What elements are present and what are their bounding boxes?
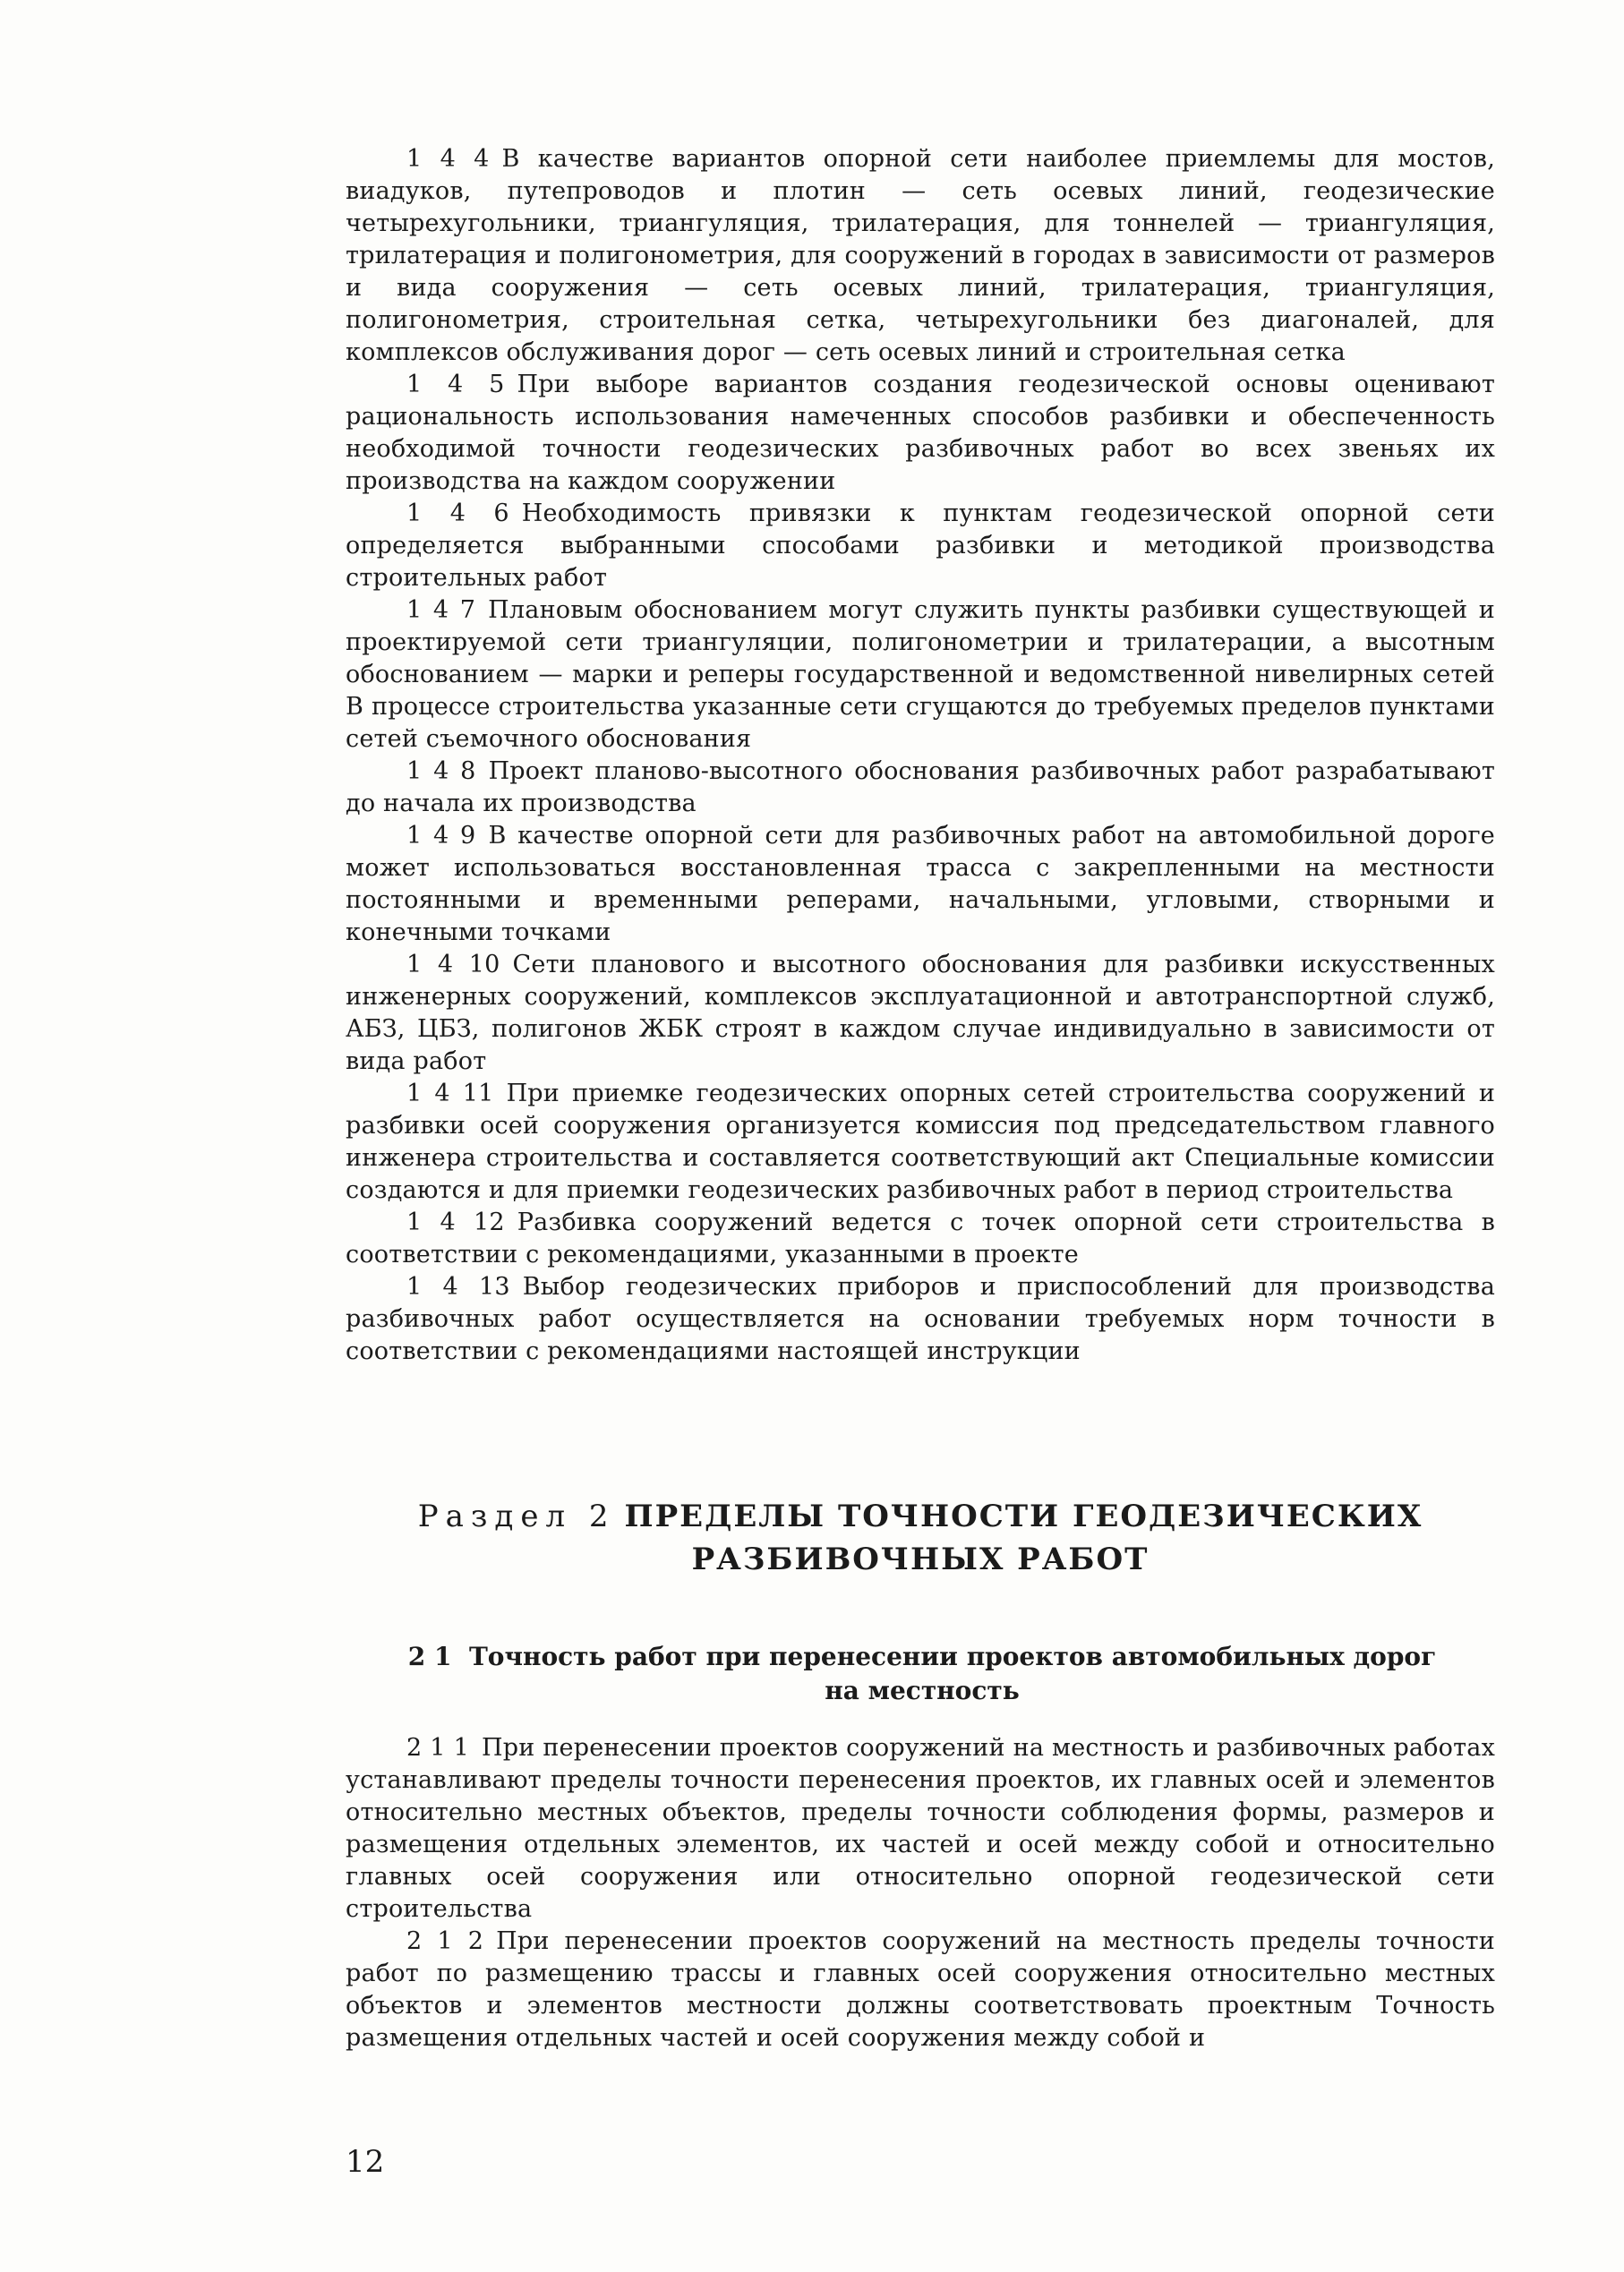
paragraph-text: При выборе вариантов создания геодезической основы оценивают рациональность использования намеченных способов разбивки и обеспеченность необходимой точности геодезических разбивочных работ во всех звеньях их производства на каждом сооружении (346, 371, 1496, 495)
paragraph-1-4-9 (346, 820, 1495, 949)
paragraph-text: Плановым обоснованием могут служить пункты разбивки существующей и проектируемой сети триангуляции, полигонометрии и трилатерации, а высотным обоснованием — марки и реперы государственной и ведомственной нивелирных сетей В процессе строительства указанные сети сгущаются до требуемых пределов пунктами сетей съемочного обоснования (346, 596, 1495, 753)
paragraph-number: 1 4 5 (406, 371, 505, 398)
paragraph-text: Выбор геодезических приборов и приспособлений для производства разбивочных работ осуществляется на основании требуемых норм точности в соответствии с рекомендациями настоящей инструкции (346, 1273, 1495, 1365)
paragraph-text: Проект планово-высотного обоснования разбивочных работ разрабатывают до начала их производства (346, 757, 1495, 817)
subsection-heading (385, 1640, 1459, 1708)
paragraph-1-4-11 (346, 1078, 1495, 1207)
paragraph-text: При приемке геодезических опорных сетей строительства сооружений и разбивки осей сооружения организуется комиссия под председательством главного инженера строительства и составляется соответствующий акт Специальные комиссии создаются и для приемки геодезических разбивочных работ в период строительства (346, 1080, 1496, 1204)
subsection-title-line-1: Точность работ при перенесении проектов автомобильных дорог (468, 1642, 1437, 1671)
paragraph-1-4-13 (346, 1271, 1495, 1368)
paragraph-text: В качестве опорной сети для разбивочных работ на автомобильной дороге может использоваться восстановленная трасса с закрепленными на местности постоянными и временными реперами, начальными, угловыми, створными и конечными точками (346, 822, 1495, 946)
paragraph-number: 1 4 12 (406, 1209, 505, 1236)
paragraph-text: Необходимость привязки к пунктам геодезической опорной сети определяется выбранными способами разбивки и методикой производства строительных работ (346, 500, 1495, 592)
paragraph-1-4-4 (346, 143, 1495, 369)
paragraphs-section-2 (346, 1732, 1495, 2054)
paragraph-1-4-6 (346, 498, 1495, 594)
paragraph-1-4-12 (346, 1207, 1495, 1271)
paragraph-number: 1 4 4 (406, 145, 490, 173)
paragraph-1-4-8 (346, 756, 1495, 820)
paragraph-number: 2 1 1 (406, 1734, 469, 1762)
page-number: 12 (346, 2144, 385, 2180)
paragraph-number: 1 4 9 (406, 822, 476, 850)
subsection-title-line-2: на местность (825, 1676, 1020, 1705)
section-heading-line-1 (346, 1495, 1495, 1538)
paragraph-text: Разбивка сооружений ведется с точек опорной сети строительства в соответствии с рекомендациями, указанными в проекте (346, 1209, 1496, 1268)
paragraph-text: При перенесении проектов сооружений на местность пределы точности работ по размещению трассы и главных осей сооружения относительно местных объектов и элементов местности должны соответствовать проектным Точность размещения отдельных частей и осей сооружения между собой и (346, 1927, 1496, 2052)
paragraph-number: 1 4 13 (406, 1273, 510, 1301)
paragraph-1-4-7 (346, 594, 1495, 756)
subsection-number: 2 1 (407, 1642, 452, 1671)
paragraph-text: Сети планового и высотного обоснования для разбивки искусственных инженерных сооружений, комплексов эксплуатационной и автотранспортной служб, АБЗ, ЦБЗ, полигонов ЖБК строят в каждом случае индивидуально в зависимости от вида работ (346, 951, 1495, 1075)
section-title-line-2: РАЗБИВОЧНЫХ РАБОТ (691, 1542, 1150, 1577)
paragraph-number: 1 4 8 (406, 757, 476, 785)
paragraph-text: В качестве вариантов опорной сети наиболее приемлемы для мостов, виадуков, путепроводов и плотин — сеть осевых линий, геодезические четырехугольники, триангуляция, трилатерация, для тоннелей — триангуляция, трилатерация и полигонометрия, для сооружений в городах в зависимости от размеров и вида сооружения — сеть осевых линий, трилатерация, триангуляция, полигонометрия, строительная сетка, четырехугольники без диагоналей, для комплексов обслуживания дорог — сеть осевых линий и строительная сетка (346, 145, 1495, 366)
paragraph-text: При перенесении проектов сооружений на местность и разбивочных работах устанавливают пределы точности перенесения проектов, их главных осей и элементов относительно местных объектов, пределы точности соблюдения формы, размеров и размещения отдельных элементов, их частей и осей между собой и относительно главных осей сооружения или относительно опорной геодезической сети строительства (346, 1734, 1495, 1923)
paragraph-number: 1 4 7 (406, 596, 476, 624)
paragraphs-section-1 (346, 143, 1495, 1368)
section-label: Раздел 2 (417, 1499, 616, 1534)
paragraph-number: 1 4 6 (406, 500, 509, 527)
section-heading (346, 1495, 1495, 1581)
paragraph-number: 1 4 10 (406, 951, 500, 978)
paragraph-1-4-10 (346, 949, 1495, 1078)
paragraph-2-1-2 (346, 1926, 1495, 2054)
paragraph-number: 2 1 2 (406, 1927, 484, 1955)
paragraph-number: 1 4 11 (406, 1080, 494, 1107)
paragraph-1-4-5 (346, 369, 1495, 498)
paragraph-2-1-1 (346, 1732, 1495, 1926)
subsection-heading-line-1 (385, 1640, 1459, 1674)
section-title-line-1: ПРЕДЕЛЫ ТОЧНОСТИ ГЕОДЕЗИЧЕСКИХ (624, 1499, 1423, 1534)
